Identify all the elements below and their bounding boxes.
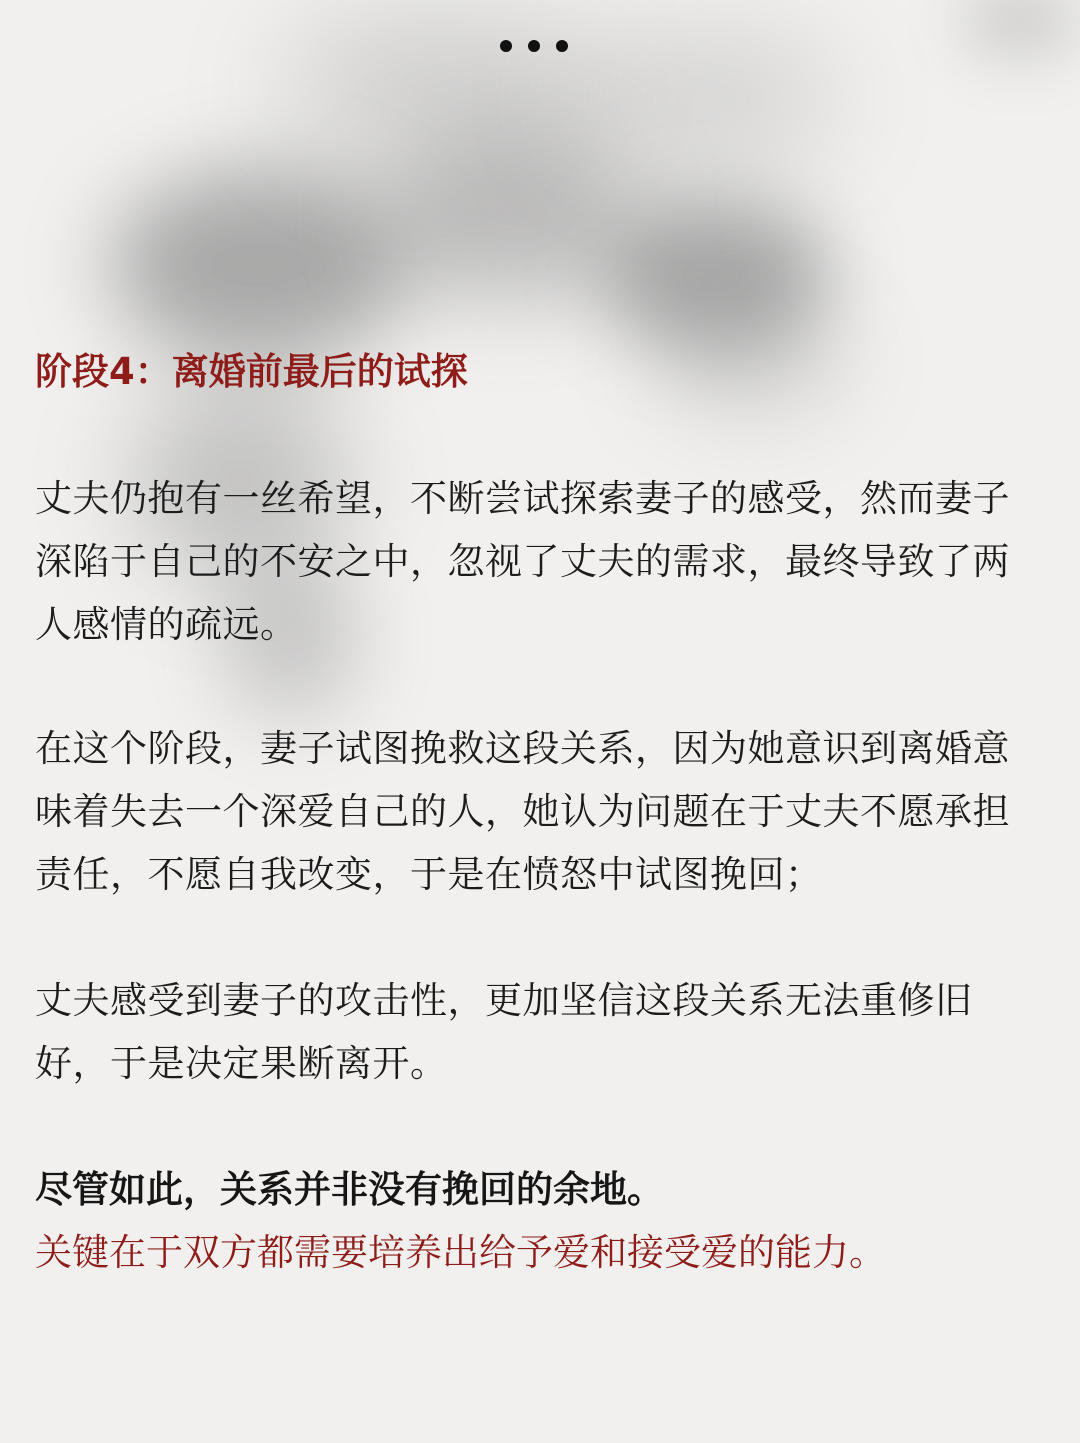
paragraph: 丈夫感受到妻子的攻击性，更加坚信这段关系无法重修旧好，于是决定果断离开。 <box>35 979 973 1085</box>
closing-highlight-line: 关键在于双方都需要培养出给予爱和接受爱的能力。 <box>35 1231 886 1274</box>
dot <box>556 40 568 52</box>
paragraph: 丈夫仍抱有一丝希望，不断尝试探索妻子的感受，然而妻子深陷于自己的不安之中，忽视了丈夫的需求，最终导致了两人感情的疏远。 <box>35 477 1010 646</box>
closing-block <box>35 1158 1045 1284</box>
closing-bold-line: 尽管如此，关系并非没有挽回的余地。 <box>35 1168 664 1211</box>
section-heading: 阶段4：离婚前最后的试探 <box>35 350 468 393</box>
dot <box>500 40 512 52</box>
paragraph: 在这个阶段，妻子试图挽救这段关系，因为她意识到离婚意味着失去一个深爱自己的人，她认为问题在于丈夫不愿承担责任，不愿自我改变，于是在愤怒中试图挽回； <box>35 727 1010 896</box>
more-dots-icon[interactable] <box>500 40 568 52</box>
dot <box>528 40 540 52</box>
